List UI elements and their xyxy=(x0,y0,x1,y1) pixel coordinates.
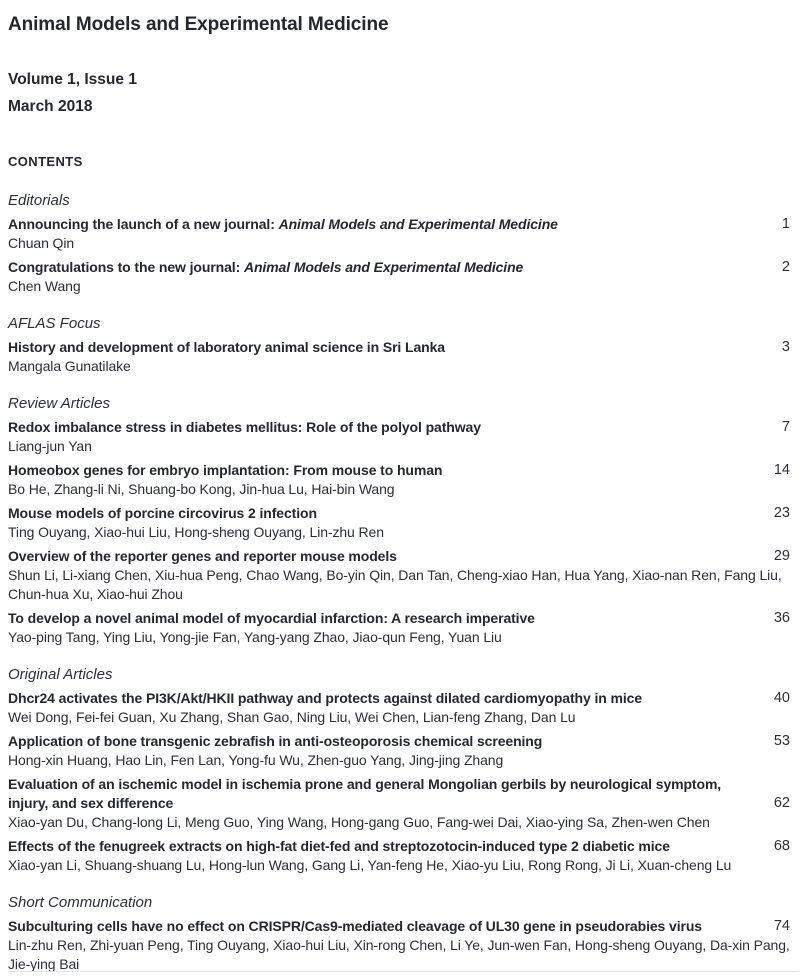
section-articles xyxy=(8,917,790,974)
article-authors: Chuan Qin xyxy=(8,235,75,251)
article-title xyxy=(8,732,774,751)
article-title-text: Evaluation of an ischemic model in ischemia prone and general Mongolian gerbils by neurological symptom, injury, and sex difference xyxy=(8,776,722,811)
article-title-row xyxy=(8,775,790,813)
article-page-number: 74 xyxy=(773,918,790,934)
section-label: Original Articles xyxy=(8,666,113,683)
article-title-row xyxy=(8,547,790,566)
article-title-row xyxy=(8,461,790,480)
section-articles xyxy=(8,689,790,875)
article-authors: Mangala Gunatilake xyxy=(8,358,131,374)
article-authors: Xiao-yan Li, Shuang-shuang Lu, Hong-lun Wang, Gang Li, Yan-feng He, Xiao-yu Liu, Rong Rong, Ji Li, Xuan-cheng Lu xyxy=(8,857,732,873)
toc-article xyxy=(8,837,790,875)
article-page-number: 36 xyxy=(773,610,790,626)
section-label: Review Articles xyxy=(8,395,110,412)
volume-issue: Volume 1, Issue 1 xyxy=(8,71,137,88)
toc-article xyxy=(8,338,790,376)
article-title-italic: Animal Models and Experimental Medicine xyxy=(278,216,558,232)
section-articles xyxy=(8,418,790,647)
article-title-row xyxy=(8,504,790,523)
toc-article xyxy=(8,258,790,296)
article-title xyxy=(8,338,782,357)
article-page-number: 62 xyxy=(773,795,790,811)
article-title xyxy=(8,547,774,566)
toc-article xyxy=(8,917,790,974)
toc-article xyxy=(8,609,790,647)
section-articles xyxy=(8,215,790,296)
article-title-row xyxy=(8,609,790,628)
article-page-number: 23 xyxy=(773,505,790,521)
journal-title: Animal Models and Experimental Medicine xyxy=(8,14,389,35)
contents-heading: CONTENTS xyxy=(8,154,83,169)
toc-sections xyxy=(8,191,790,974)
article-title-row xyxy=(8,837,790,856)
article-authors: Yao-ping Tang, Ying Liu, Yong-jie Fan, Yang-yang Zhao, Jiao-qun Feng, Yuan Liu xyxy=(8,629,502,645)
article-page-number: 53 xyxy=(773,733,790,749)
toc-article xyxy=(8,215,790,253)
article-title xyxy=(8,917,774,936)
article-title xyxy=(8,837,774,856)
article-authors: Bo He, Zhang-li Ni, Shuang-bo Kong, Jin-hua Lu, Hai-bin Wang xyxy=(8,481,395,497)
toc-article xyxy=(8,689,790,727)
article-page-number: 40 xyxy=(773,690,790,706)
section-label: AFLAS Focus xyxy=(8,315,101,332)
toc-article xyxy=(8,418,790,456)
article-title-text: History and development of laboratory animal science in Sri Lanka xyxy=(8,339,445,355)
toc-section xyxy=(8,394,790,647)
article-page-number: 3 xyxy=(781,339,790,355)
article-title xyxy=(8,215,782,234)
toc-article xyxy=(8,732,790,770)
toc-article xyxy=(8,775,790,832)
section-articles xyxy=(8,338,790,376)
article-title xyxy=(8,461,774,480)
article-title-row xyxy=(8,215,790,234)
article-title-text: Overview of the reporter genes and reporter mouse models xyxy=(8,548,397,564)
article-authors: Xiao-yan Du, Chang-long Li, Meng Guo, Ying Wang, Hong-gang Guo, Fang-wei Dai, Xiao-ying Sa, Zhen-wen Chen xyxy=(8,814,710,830)
toc-section xyxy=(8,314,790,376)
article-authors: Shun Li, Li-xiang Chen, Xiu-hua Peng, Chao Wang, Bo-yin Qin, Dan Tan, Cheng-xiao Han, Hua Yang, Xiao-nan Ren, Fang Liu, Chun-hua Xu, Xiao-hui Zhou xyxy=(8,567,782,602)
article-authors: Ting Ouyang, Xiao-hui Liu, Hong-sheng Ouyang, Lin-zhu Ren xyxy=(8,524,384,540)
article-title xyxy=(8,258,782,277)
article-authors: Liang-jun Yan xyxy=(8,438,92,454)
toc-article xyxy=(8,504,790,542)
article-title xyxy=(8,418,782,437)
article-title xyxy=(8,689,774,708)
article-title-text: To develop a novel animal model of myocardial infarction: A research imperative xyxy=(8,610,535,626)
toc-section xyxy=(8,191,790,296)
article-title-text: Homeobox genes for embryo implantation: From mouse to human xyxy=(8,462,443,478)
article-title-text: Mouse models of porcine circovirus 2 infection xyxy=(8,505,317,521)
toc-article xyxy=(8,547,790,604)
article-title xyxy=(8,609,774,628)
article-title-text: Application of bone transgenic zebrafish in anti-osteoporosis chemical screening xyxy=(8,733,543,749)
toc-section xyxy=(8,665,790,875)
article-title xyxy=(8,775,774,813)
article-title-italic: Animal Models and Experimental Medicine xyxy=(243,259,524,275)
article-title-text: Announcing the launch of a new journal: xyxy=(8,216,279,232)
article-title-row xyxy=(8,338,790,357)
article-authors: Chen Wang xyxy=(8,278,81,294)
toc-section xyxy=(8,893,790,974)
article-title-row xyxy=(8,732,790,751)
article-title-text: Redox imbalance stress in diabetes mellitus: Role of the polyol pathway xyxy=(8,419,481,435)
article-authors: Hong-xin Huang, Hao Lin, Fen Lan, Yong-fu Wu, Zhen-guo Yang, Jing-jing Zhang xyxy=(8,752,504,768)
article-title-row xyxy=(8,917,790,936)
section-label: Short Communication xyxy=(8,894,153,911)
article-title-text: Subculturing cells have no effect on CRISPR/Cas9-mediated cleavage of UL30 gene in pseudorabies virus xyxy=(8,918,702,934)
section-label: Editorials xyxy=(8,192,70,209)
article-page-number: 2 xyxy=(781,259,790,275)
article-title-text: Effects of the fenugreek extracts on high-fat diet-fed and streptozotocin-induced type 2 diabetic mice xyxy=(8,838,670,854)
article-authors: Lin-zhu Ren, Zhi-yuan Peng, Ting Ouyang, Xiao-hui Liu, Xin-rong Chen, Li Ye, Jun-wen Fan, Hong-sheng Ouyang, Da-xin Pang, Jie-ying Bai xyxy=(8,937,790,972)
article-title-text: Dhcr24 activates the PI3K/Akt/HKII pathway and protects against dilated cardiomyopathy in mice xyxy=(8,690,643,706)
article-authors: Wei Dong, Fei-fei Guan, Xu Zhang, Shan Gao, Ning Liu, Wei Chen, Lian-feng Zhang, Dan Lu xyxy=(8,709,576,725)
article-page-number: 68 xyxy=(773,838,790,854)
toc-article xyxy=(8,461,790,499)
issue-date: March 2018 xyxy=(8,98,93,115)
article-title-row xyxy=(8,418,790,437)
article-page-number: 14 xyxy=(773,462,790,478)
article-title-row xyxy=(8,258,790,277)
article-page-number: 1 xyxy=(781,216,790,232)
bottom-divider xyxy=(8,971,799,972)
issue-block xyxy=(8,66,790,120)
article-title xyxy=(8,504,774,523)
article-page-number: 29 xyxy=(773,548,790,564)
article-title-text: Congratulations to the new journal: xyxy=(8,259,244,275)
journal-header xyxy=(8,13,790,170)
article-title-row xyxy=(8,689,790,708)
article-page-number: 7 xyxy=(781,419,790,435)
